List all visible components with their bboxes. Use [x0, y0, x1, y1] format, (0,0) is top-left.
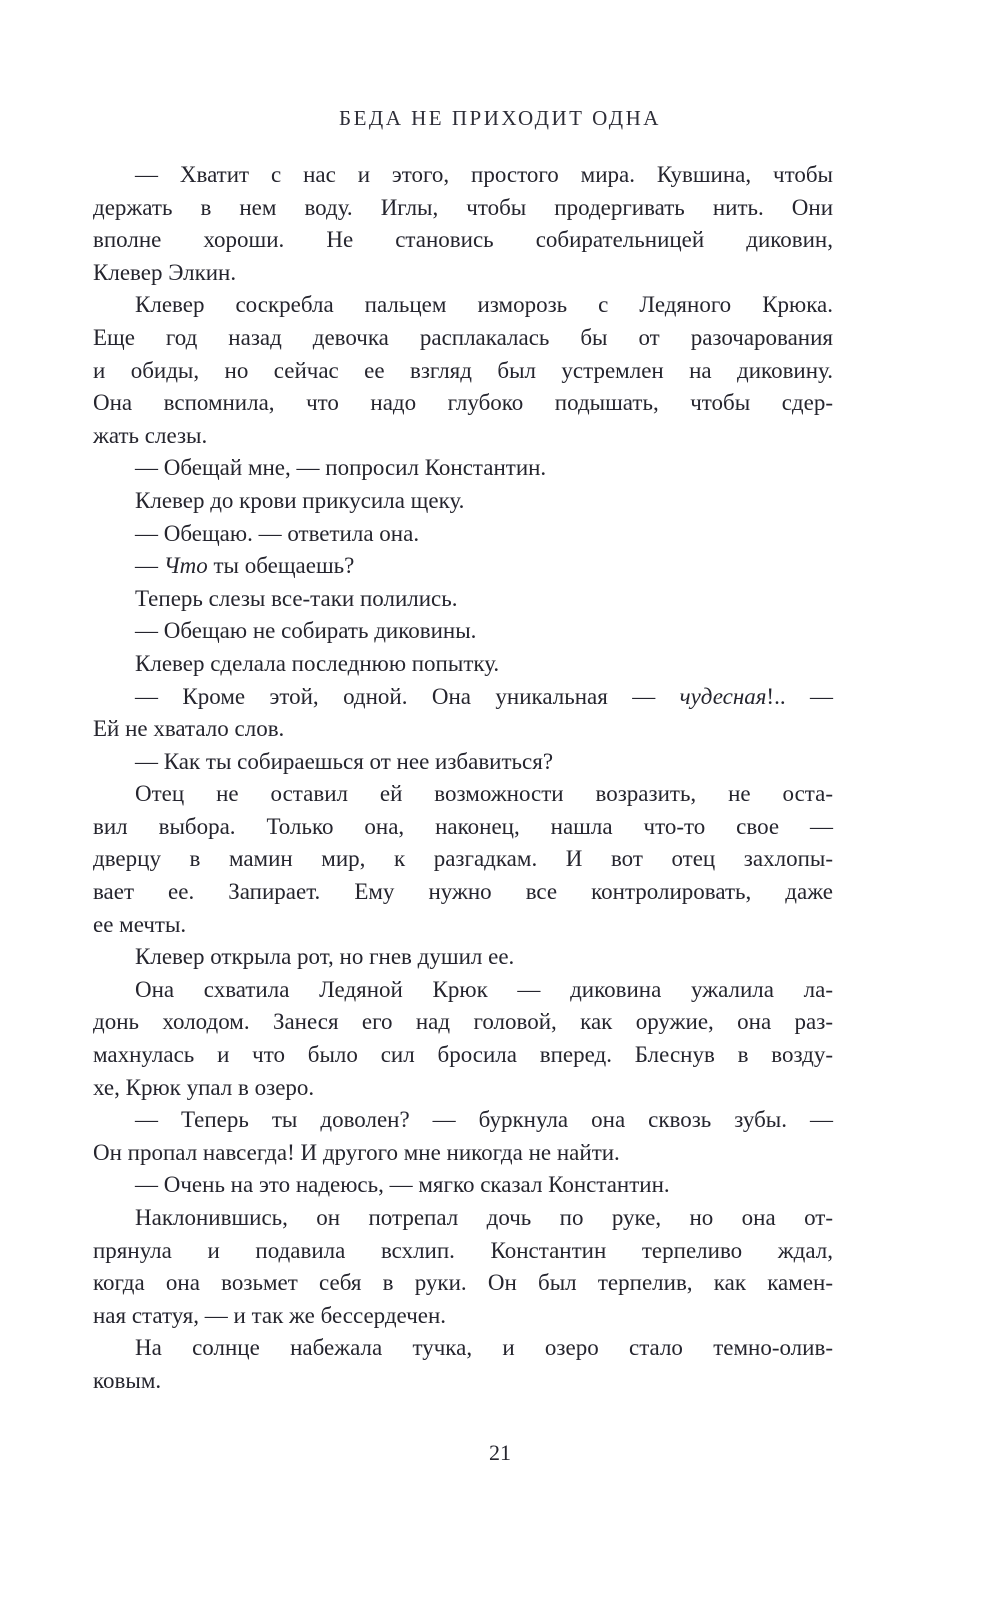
- text-segment: и обиды, но сейчас ее взгляд был устремлен на диковину.: [93, 357, 833, 383]
- text-line: [93, 192, 833, 225]
- text-segment: ее мечты.: [93, 911, 187, 937]
- text-segment: Еще год назад девочка расплакалась бы от разочарования: [93, 324, 833, 350]
- text-segment: — Кроме этой, одной. Она уникальная —: [135, 683, 680, 709]
- paragraph: [93, 1202, 833, 1332]
- text-segment: — Очень на это надеюсь, — мягко сказал Константин.: [135, 1172, 670, 1198]
- text-segment: Клевер Элкин.: [93, 259, 237, 285]
- paragraph: [93, 1104, 833, 1169]
- text-segment: жать слезы.: [93, 422, 208, 448]
- text-segment: вполне хороши. Не становись собирательницей диковин,: [93, 227, 833, 253]
- text-segment: Отец не оставил ей возможности возразить, не оста-: [135, 781, 833, 807]
- paragraph: [93, 974, 833, 1104]
- paragraph: [93, 583, 833, 616]
- text-line: [93, 909, 833, 942]
- text-line: [93, 257, 833, 290]
- paragraph: [93, 550, 833, 583]
- text-segment: Ей не хватало слов.: [93, 716, 285, 742]
- text-segment: — Как ты собираешься от нее избавиться?: [135, 748, 554, 774]
- text-line: [93, 452, 833, 485]
- text-segment: ная статуя, — и так же бессердечен.: [93, 1302, 447, 1328]
- text-segment: Клевер до крови прикусила щеку.: [135, 487, 465, 513]
- text-line: [93, 322, 833, 355]
- text-segment: На солнце набежала тучка, и озеро стало темно-олив-: [135, 1335, 833, 1361]
- text-segment: держать в нем воду. Иглы, чтобы продергивать нить. Они: [93, 194, 833, 220]
- text-line: [93, 778, 833, 811]
- text-segment: Клевер открыла рот, но гнев душил ее.: [135, 944, 515, 970]
- text-segment: Наклонившись, он потрепал дочь по руке, но она от-: [135, 1205, 833, 1230]
- text-line: [93, 681, 833, 714]
- text-line: [93, 583, 833, 616]
- paragraph: [93, 1169, 833, 1202]
- text-line: [93, 876, 833, 909]
- text-body: [93, 159, 833, 1398]
- text-line: [93, 843, 833, 876]
- text-segment: ты обещаешь?: [207, 553, 355, 579]
- text-line: [93, 1169, 833, 1202]
- text-line: [93, 1365, 833, 1398]
- paragraph: [93, 681, 833, 746]
- text-segment: — Обещай мне, — попросил Константин.: [135, 455, 547, 481]
- page-number: 21: [489, 1440, 511, 1465]
- paragraph: [93, 941, 833, 974]
- text-segment: когда она возьмет себя в руки. Он был терпелив, как камен-: [93, 1270, 833, 1296]
- text-line: [93, 1137, 833, 1170]
- text-segment: донь холодом. Занеся его над головой, как оружие, она раз-: [93, 1009, 833, 1035]
- text-line: [93, 746, 833, 779]
- text-segment: вил выбора. Только она, наконец, нашла что-то свое —: [93, 813, 833, 839]
- text-line: [93, 1267, 833, 1300]
- text-line: [93, 485, 833, 518]
- paragraph: [93, 615, 833, 648]
- text-segment: Теперь слезы все-таки полились.: [135, 585, 458, 611]
- text-line: [93, 1300, 833, 1333]
- text-line: [93, 1039, 833, 1072]
- paragraph: [93, 289, 833, 452]
- text-segment: вает ее. Запирает. Ему нужно все контролировать, даже: [93, 879, 833, 905]
- text-segment: — Теперь ты доволен? — буркнула она сквозь зубы. —: [135, 1107, 833, 1133]
- text-segment: — Обещаю. — ответила она.: [135, 520, 420, 546]
- text-segment: Он пропал навсегда! И другого мне никогда не найти.: [93, 1139, 620, 1165]
- text-line: [93, 420, 833, 453]
- text-line: [93, 518, 833, 551]
- text-segment: прянула и подавила всхлип. Константин терпеливо ждал,: [93, 1237, 833, 1263]
- paragraph: [93, 452, 833, 485]
- text-line: [93, 648, 833, 681]
- text-line: [93, 1006, 833, 1039]
- paragraph: [93, 746, 833, 779]
- text-line: [93, 713, 833, 746]
- paragraph: [93, 485, 833, 518]
- text-line: [93, 159, 833, 192]
- text-line: [93, 550, 833, 583]
- text-segment: — Обещаю не собирать диковины.: [135, 618, 477, 644]
- text-segment: !.. —: [766, 683, 833, 709]
- text-segment: хе, Крюк упал в озеро.: [93, 1074, 315, 1100]
- paragraph: [93, 1332, 833, 1397]
- text-line: [93, 974, 833, 1007]
- text-segment: — Хватит с нас и этого, простого мира. Кувшина, чтобы: [135, 162, 833, 187]
- italic-text: чудесная: [679, 683, 767, 709]
- text-line: [93, 1104, 833, 1137]
- text-segment: Клевер соскребла пальцем изморозь с Ледяного Крюка.: [135, 292, 833, 318]
- paragraph: [93, 518, 833, 551]
- text-segment: Клевер сделала последнюю попытку.: [135, 650, 500, 676]
- text-segment: Она схватила Ледяной Крюк — диковина ужалила ла-: [135, 976, 833, 1002]
- text-segment: —: [135, 553, 164, 579]
- text-line: [93, 1072, 833, 1105]
- text-line: [93, 1332, 833, 1365]
- paragraph: [93, 648, 833, 681]
- text-line: [93, 355, 833, 388]
- running-head: БЕДА НЕ ПРИХОДИТ ОДНА: [339, 106, 661, 130]
- text-line: [93, 941, 833, 974]
- text-line: [93, 387, 833, 420]
- text-line: [93, 1235, 833, 1268]
- text-line: [93, 224, 833, 257]
- paragraph: [93, 159, 833, 289]
- text-line: [93, 811, 833, 844]
- text-line: [93, 289, 833, 322]
- text-line: [93, 1202, 833, 1235]
- text-segment: ковым.: [93, 1367, 162, 1393]
- text-segment: Она вспомнила, что надо глубоко подышать, чтобы сдер-: [93, 390, 833, 416]
- text-segment: махнулась и что было сил бросила вперед. Блеснув в возду-: [93, 1042, 833, 1068]
- text-line: [93, 615, 833, 648]
- italic-text: Что: [163, 553, 208, 579]
- paragraph: [93, 778, 833, 941]
- text-segment: дверцу в мамин мир, к разгадкам. И вот отец захлопы-: [93, 846, 833, 872]
